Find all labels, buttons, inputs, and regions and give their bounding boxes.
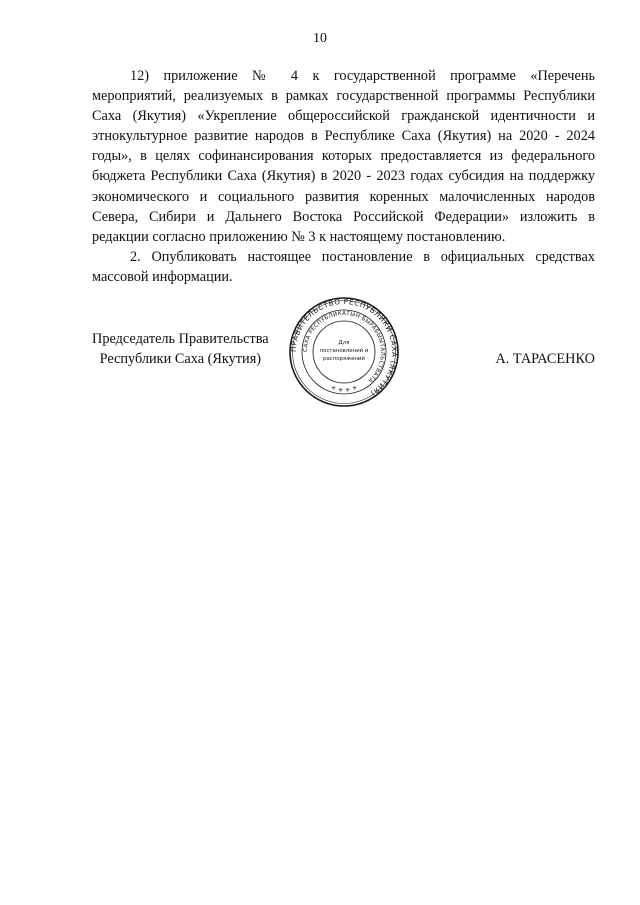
signatory-title-line2: Республики Саха (Якутия) xyxy=(99,351,262,367)
seal-star-icon: ✳ xyxy=(345,387,351,394)
seal-outer-text: ПРАВИТЕЛЬСТВО РЕСПУБЛИКИ САХА (ЯКУТИЯ) xyxy=(288,296,400,399)
seal-center-line3: распоряжений xyxy=(323,356,365,362)
signatory-name: А. ТАРАСЕНКО xyxy=(495,351,595,367)
seal-star-icon: ✳ xyxy=(338,387,344,394)
paragraph-item-12: 12) приложение № 4 к государственной программе «Перечень мероприятий, реализуемых в рамках государственной программы Республики Саха (Якутия) «Укрепление общероссийской гражданской идентичности и этнокультурное развитие народов в Республике Саха (Якутия) на 2020 - 2024 годы», в целях софинансирования которых предоставляется из федерального бюджета Республики Саха (Якутия) в 2020 - 2023 годах субсидия на поддержку экономического и социального развития коренных малочисленных народов Севера, Сибири и Дальнего Востока Российской Федерации» изложить в редакции согласно приложению № 3 к настоящему постановлению. xyxy=(92,68,595,245)
seal-center-line2: постановлений и xyxy=(319,348,369,354)
page-number: 10 xyxy=(313,31,327,46)
seal-star-icon: ✳ xyxy=(331,385,337,392)
document-body xyxy=(92,66,595,287)
paragraph-item-2: 2. Опубликовать настоящее постановление в официальных средствах массовой информации. xyxy=(92,248,595,285)
seal-center-line1: Для xyxy=(338,340,350,346)
official-seal xyxy=(288,296,400,408)
seal-middle-text: САХА РЕСПУБЛИКАТЫН БЫРАБЫЫТАЛЬСТВАТА xyxy=(302,310,386,384)
signatory-title-line1: Председатель Правительства xyxy=(92,331,269,347)
seal-star-icon: ✳ xyxy=(352,385,358,392)
signatory-title xyxy=(92,329,269,369)
